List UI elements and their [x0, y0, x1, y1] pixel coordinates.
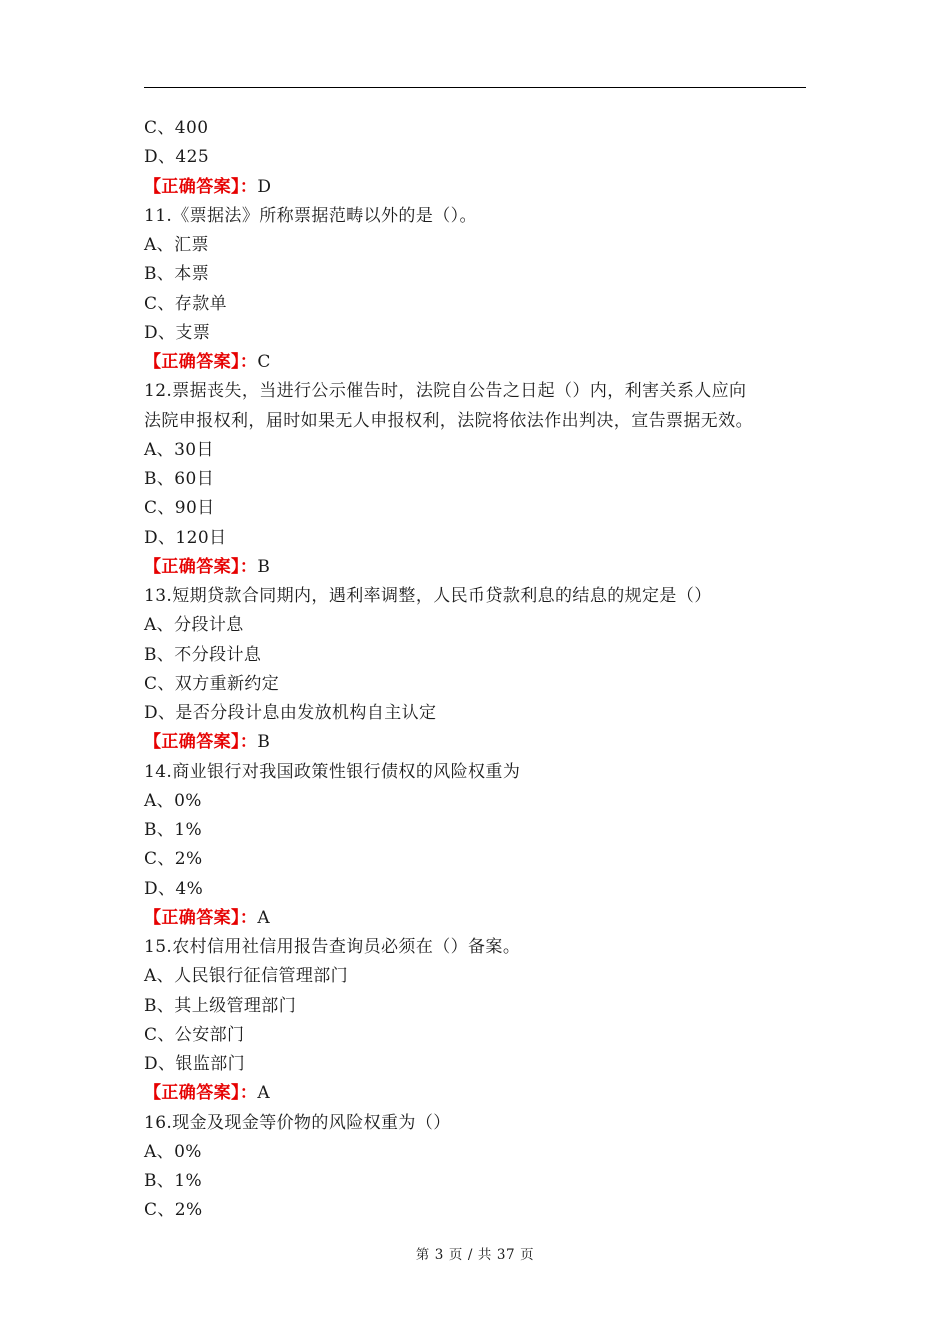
q15-option-c: C、公安部门: [144, 1024, 245, 1045]
q12-question-line2: 法院申报权利，届时如果无人申报权利，法院将依法作出判决，宣告票据无效。: [144, 410, 753, 431]
q12-option-a: A、30日: [144, 439, 214, 460]
q15-question: 15.农村信用社信用报告查询员必须在（）备案。: [144, 937, 521, 957]
q11-option-d: D、支票: [144, 322, 211, 343]
q13-answer: [144, 728, 814, 757]
q14-option-c: C、2%: [144, 849, 203, 870]
q10-answer: [144, 173, 814, 202]
q10-option-d: D、425: [144, 147, 210, 168]
answer-value: B: [257, 732, 271, 753]
q12-option-c: C、90日: [144, 498, 215, 519]
q16-option-c: C、2%: [144, 1200, 203, 1221]
q15-option-b: B、其上级管理部门: [144, 995, 297, 1016]
q12-option-d: D、120日: [144, 527, 227, 548]
answer-label: 【正确答案】：: [144, 176, 258, 197]
header-rule: [144, 87, 806, 88]
answer-label: 【正确答案】：: [144, 556, 258, 577]
answer-label: 【正确答案】：: [144, 1083, 258, 1104]
q12-option-b: B、60日: [144, 469, 215, 489]
page-footer: [0, 1243, 950, 1263]
q11-option-b: B、本票: [144, 264, 210, 285]
q14-answer: [144, 904, 814, 933]
q13-question: 13.短期贷款合同期内，遇利率调整，人民币贷款利息的结息的规定是（）: [144, 586, 712, 606]
q13-option-a: A、分段计息: [144, 615, 244, 636]
q15-answer: [144, 1079, 814, 1108]
answer-label: 【正确答案】：: [144, 907, 258, 928]
q11-answer: [144, 348, 814, 377]
answer-label: 【正确答案】：: [144, 352, 258, 372]
q16-option-b: B、1%: [144, 1171, 203, 1191]
q13-option-d: D、是否分段计息由发放机构自主认定: [144, 703, 437, 723]
q14-question: 14.商业银行对我国政策性银行债权的风险权重为: [144, 761, 521, 782]
q13-option-c: C、双方重新约定: [144, 673, 280, 694]
answer-value: D: [257, 176, 272, 197]
page-number-text: 第 3 页 / 共 37 页: [415, 1247, 535, 1263]
q15-option-a: A、人民银行征信管理部门: [144, 966, 349, 987]
q12-question-line1: 12.票据丧失，当进行公示催告时，法院自公告之日起（）内，利害关系人应向: [144, 381, 747, 402]
answer-value: C: [257, 352, 271, 372]
q15-option-d: D、银监部门: [144, 1054, 246, 1074]
answer-label: 【正确答案】：: [144, 732, 258, 753]
document-body: [144, 114, 814, 1226]
q11-option-a: A、汇票: [144, 235, 209, 255]
answer-value: A: [257, 1083, 270, 1104]
answer-value: A: [257, 907, 270, 928]
q10-option-c: C、400: [144, 118, 209, 138]
q12-answer: [144, 553, 814, 582]
q14-option-a: A、0%: [144, 790, 202, 811]
q11-question: 11.《票据法》所称票据范畴以外的是（）。: [144, 205, 477, 226]
q13-option-b: B、不分段计息: [144, 644, 262, 665]
q11-option-c: C、存款单: [144, 293, 228, 314]
q14-option-b: B、1%: [144, 820, 203, 840]
q16-option-a: A、0%: [144, 1141, 202, 1162]
q16-question: 16.现金及现金等价物的风险权重为（）: [144, 1112, 451, 1133]
answer-value: B: [257, 556, 271, 577]
q14-option-d: D、4%: [144, 878, 204, 899]
